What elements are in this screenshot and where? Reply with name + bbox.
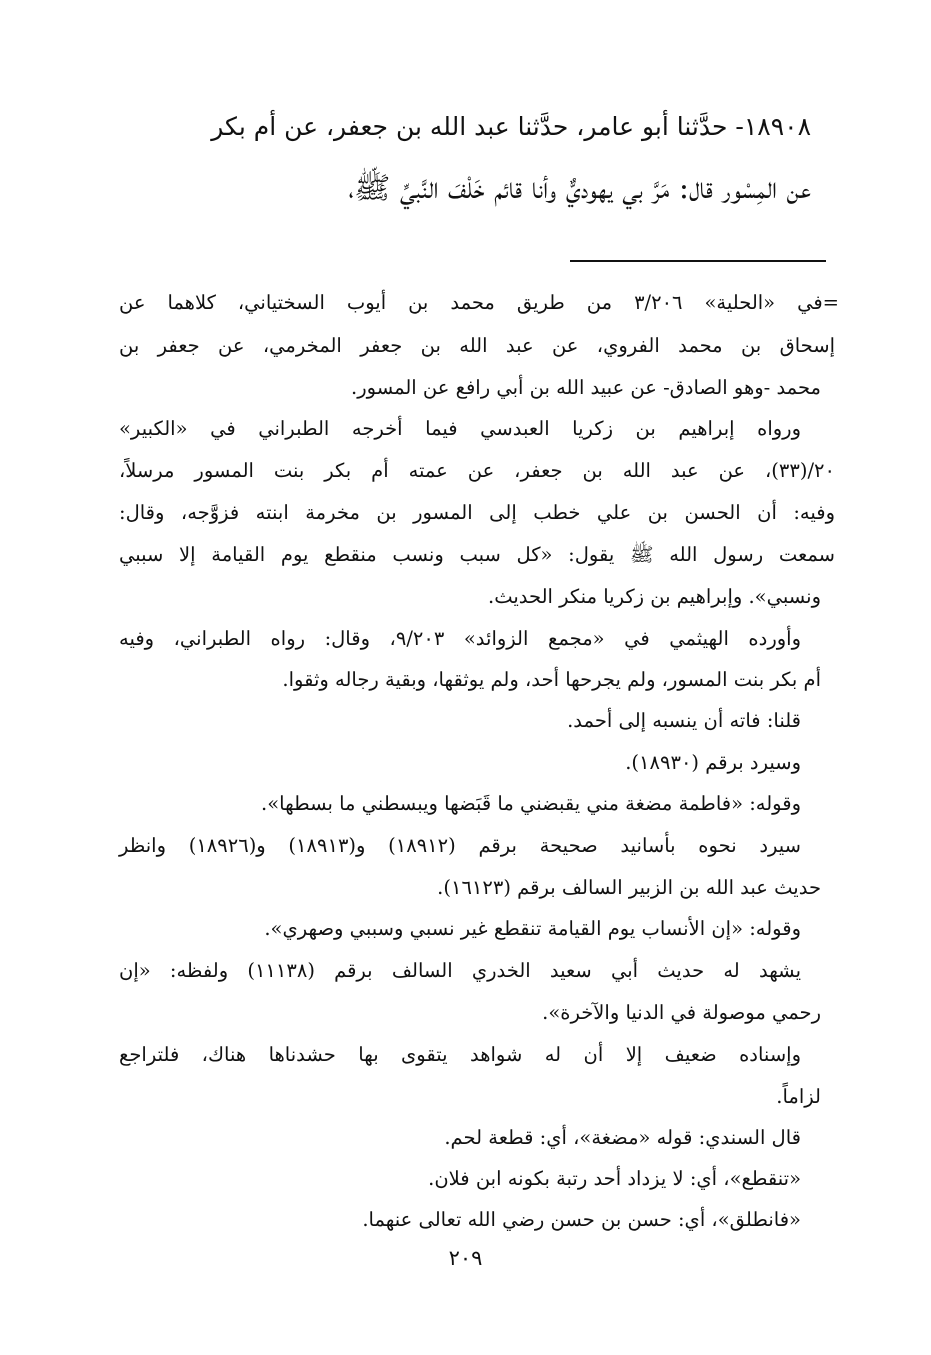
footnote-line: لزاماً.	[776, 1085, 821, 1108]
footnote-line: إسحاق بن محمد الفروي، عن عبد الله بن جعفر المخرمي، عن جعفر بن	[119, 334, 835, 357]
footnote-line: وفيه: أن الحسن بن علي خطب إلى المسور بن مخرمة ابنته فزوَّجه، وقال:	[119, 501, 835, 524]
footnote-line: سيرد نحوه بأسانيد صحيحة برقم (١٨٩١٢) و(١٨٩١٣) و(١٨٩٢٦) وانظر	[119, 834, 801, 857]
footnote-line: سمعت رسول الله ﷺ يقول: «كل سبب ونسب منقطع يوم القيامة إلا سببي	[119, 543, 835, 566]
footnote-line: وقوله: «فاطمة مضغة مني يقبضني ما قَبَضها ويبسطني ما بسطها».	[261, 792, 801, 815]
footnote-line: ورواه إبراهيم بن زكريا العبدسي فيما أخرجه الطبراني في «الكبير»	[119, 417, 801, 440]
footnote-line: ونسبي». وإبراهيم بن زكريا منكر الحديث.	[488, 585, 821, 608]
footnote-line: أم بكر بنت المسور، ولم يجرحها أحد، ولم يوثقها، وبقية رجاله وثقوا.	[282, 668, 821, 691]
footnote-line: وأورده الهيثمي في «مجمع الزوائد» ٩/٢٠٣، وقال: رواه الطبراني، وفيه	[119, 627, 801, 650]
footnote-line: «فانطلق»، أي: حسن بن حسن رضي الله تعالى عنهما.	[362, 1208, 801, 1231]
page-number: ٢٠٩	[448, 1246, 483, 1270]
footnote-line: حديث عبد الله بن الزبير السالف برقم (١٦١٢٣).	[437, 876, 821, 899]
footnote-line: «تنقطع»، أي: لا يزداد أحد رتبة بكونه ابن فلان.	[428, 1167, 801, 1190]
footnote-line: قلنا: فاته أن ينسبه إلى أحمد.	[567, 709, 801, 732]
footnote-line: =في «الحلية» ٣/٢٠٦ من طريق محمد بن أيوب السختياني، كلاهما عن	[119, 291, 839, 314]
footnote-line: وسيرد برقم (١٨٩٣٠).	[625, 751, 801, 774]
footnote-line: ٢٠/(٣٣)، عن عبد الله بن جعفر، عن عمته أم بكر بنت المسور مرسلاً،	[119, 459, 835, 482]
footnote-line: وإسناده ضعيف إلا أن له شواهد يتقوى بها حشدناها هناك، فلتراجع	[119, 1043, 801, 1066]
footnote-line: وقوله: «إن الأنساب يوم القيامة تنقطع غير نسبي وسببي وصهري».	[264, 917, 801, 940]
footnote-line: يشهد له حديث أبي سعيد الخدري السالف برقم (١١١٣٨) ولفظه: «إن	[119, 959, 802, 982]
hadith-line-1: ١٨٩٠٨- حدَّثنا أبو عامر، حدَّثنا عبد الله بن جعفر، عن أم بكر	[211, 112, 811, 141]
footnote-line: قال السندي: قوله «مضغة»، أي: قطعة لحم.	[444, 1126, 801, 1149]
footnote-separator	[570, 260, 826, 262]
footnote-line: رحمي موصولة في الدنيا والآخرة».	[542, 1001, 821, 1024]
hadith-line-2: عن المِسْور قال: مَرَّ بي يهوديٌّ وأنا قائم خَلْفَ النَّبيِّ ﷺ،	[348, 171, 811, 206]
footnote-line: محمد -وهو الصادق- عن عبيد الله بن أبي رافع عن المسور.	[351, 376, 821, 399]
